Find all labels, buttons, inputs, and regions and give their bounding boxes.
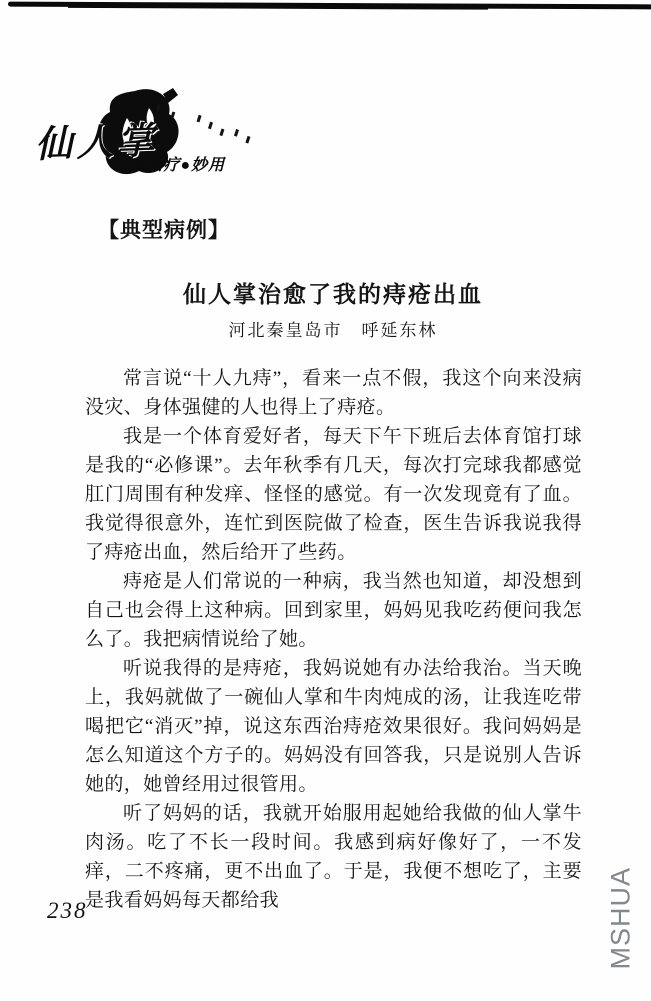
- paragraph: 痔疮是人们常说的一种病，我当然也知道，却没想到自己也会得上这种病。回到家里，妈妈见我吃药便问我怎么了。我把病情说给了她。: [85, 571, 582, 650]
- paragraph: 听说我得的是痔疮，我妈说她有办法给我治。当天晚上，我妈就做了一碗仙人掌和牛肉炖成的汤，让我连吃带喝把它“消灭”掉，说这东西治痔疮效果很好。我问妈妈是怎么知道这个方子的。妈妈没有回答我，只是说别人告诉她的，她曾经用过很管用。: [85, 658, 582, 795]
- paragraph: 听了妈妈的话，我就开始服用起她给我做的仙人掌牛肉汤。吃了不长一段时间。我感到病好像好了，一不发痒，二不疼痛，更不出血了。于是，我便不想吃了，主要是我看妈妈每天都给我: [85, 803, 582, 911]
- paragraph: 我是一个体育爱好者，每天下午下班后去体育馆打球是我的“必修课”。去年秋季有几天，每次打完球我都感觉肛门周围有种发痒、怪怪的感觉。有一次发现竟有了血。我觉得很意外，连忙到医院做了检查，医生告诉我说我得了痔疮出血，然后给开了些药。: [85, 426, 582, 563]
- article-byline: 河北秦皇岛市 呼延东林: [228, 321, 438, 340]
- article-title: 仙人掌治愈了我的痔疮出血: [183, 282, 483, 308]
- article-body: [85, 364, 582, 915]
- page-number: 238: [47, 898, 88, 923]
- paragraph: 常言说“十人九痔”，看来一点不假，我这个向来没病没灾、身体强健的人也得上了痔疮。: [85, 368, 582, 418]
- logo-title: 仙人掌: [34, 120, 159, 167]
- logo-subtitle: m治疗●妙用: [133, 157, 226, 174]
- section-label: 【典型病例】: [98, 218, 230, 242]
- book-logo: [35, 88, 255, 188]
- page-top-scan-line: [8, 2, 651, 10]
- watermark-text: MSHUA: [605, 866, 636, 970]
